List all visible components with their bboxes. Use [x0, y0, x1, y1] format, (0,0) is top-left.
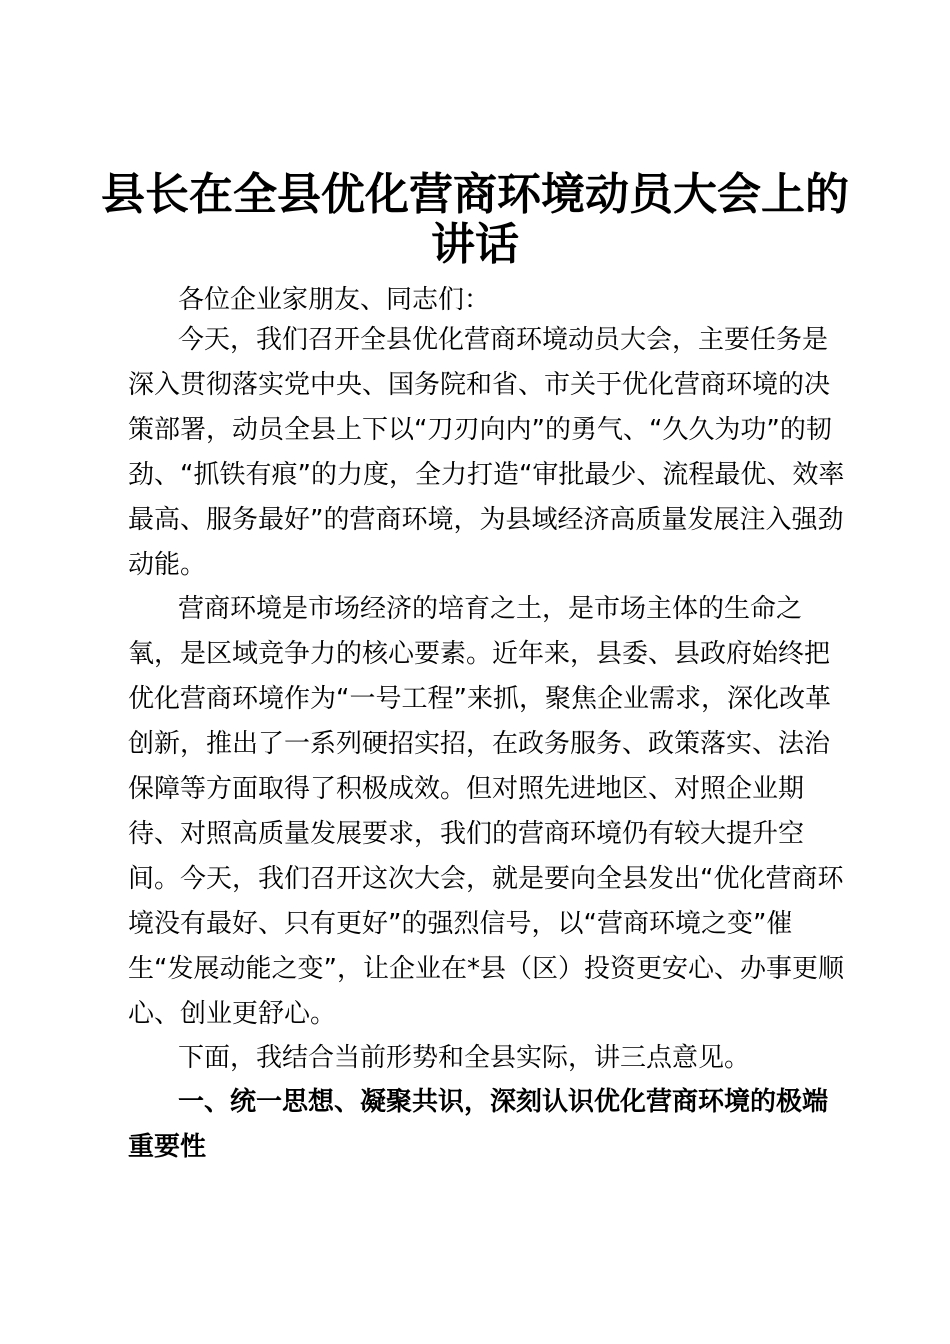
- paragraph-line: 深入贯彻落实党中央、国务院和省、市关于优化营商环境的决: [128, 370, 831, 400]
- paragraph-line: 生“发展动能之变”，让企业在*县（区）投资更安心、办事更顺: [128, 954, 844, 984]
- paragraph-line: 动能。: [128, 550, 207, 580]
- paragraph-line: 策部署，动员全县上下以“刀刃向内”的勇气、“久久为功”的韧: [128, 415, 832, 445]
- paragraph-line: 创新，推出了一系列硬招实招，在政务服务、政策落实、法治: [128, 729, 831, 759]
- salutation: 各位企业家朋友、同志们：: [178, 285, 491, 315]
- paragraph-line: 待、对照高质量发展要求，我们的营商环境仍有较大提升空: [128, 819, 805, 849]
- paragraph-3: 下面，我结合当前形势和全县实际，讲三点意见。: [178, 1043, 751, 1073]
- paragraph-line: 间。今天，我们召开这次大会，就是要向全县发出“优化营商环: [128, 864, 844, 894]
- paragraph-line: 境没有最好、只有更好”的强烈信号，以“营商环境之变”催: [128, 909, 793, 939]
- paragraph-line: 劲、“抓铁有痕”的力度，全力打造“审批最少、流程最优、效率: [128, 460, 845, 490]
- paragraph-line: 氧，是区域竞争力的核心要素。近年来，县委、县政府始终把: [128, 639, 831, 669]
- paragraph-line: 优化营商环境作为“一号工程”来抓，聚焦企业需求，深化改革: [128, 684, 831, 714]
- paragraph-line: 今天，我们召开全县优化营商环境动员大会，主要任务是: [178, 325, 829, 355]
- paragraph-line: 心、创业更舒心。: [128, 999, 337, 1029]
- section-heading-line: 一、统一思想、凝聚共识，深刻认识优化营商环境的极端: [178, 1087, 829, 1117]
- section-heading-line: 重要性: [128, 1132, 207, 1162]
- paragraph-line: 最高、服务最好”的营商环境，为县域经济高质量发展注入强劲: [128, 505, 844, 535]
- paragraph-line: 营商环境是市场经济的培育之土，是市场主体的生命之: [178, 594, 803, 624]
- document-title-line-1: 县长在全县优化营商环境动员大会上的: [101, 169, 849, 220]
- paragraph-line: 保障等方面取得了积极成效。但对照先进地区、对照企业期: [128, 774, 805, 804]
- document-title-line-2: 讲话: [431, 219, 519, 270]
